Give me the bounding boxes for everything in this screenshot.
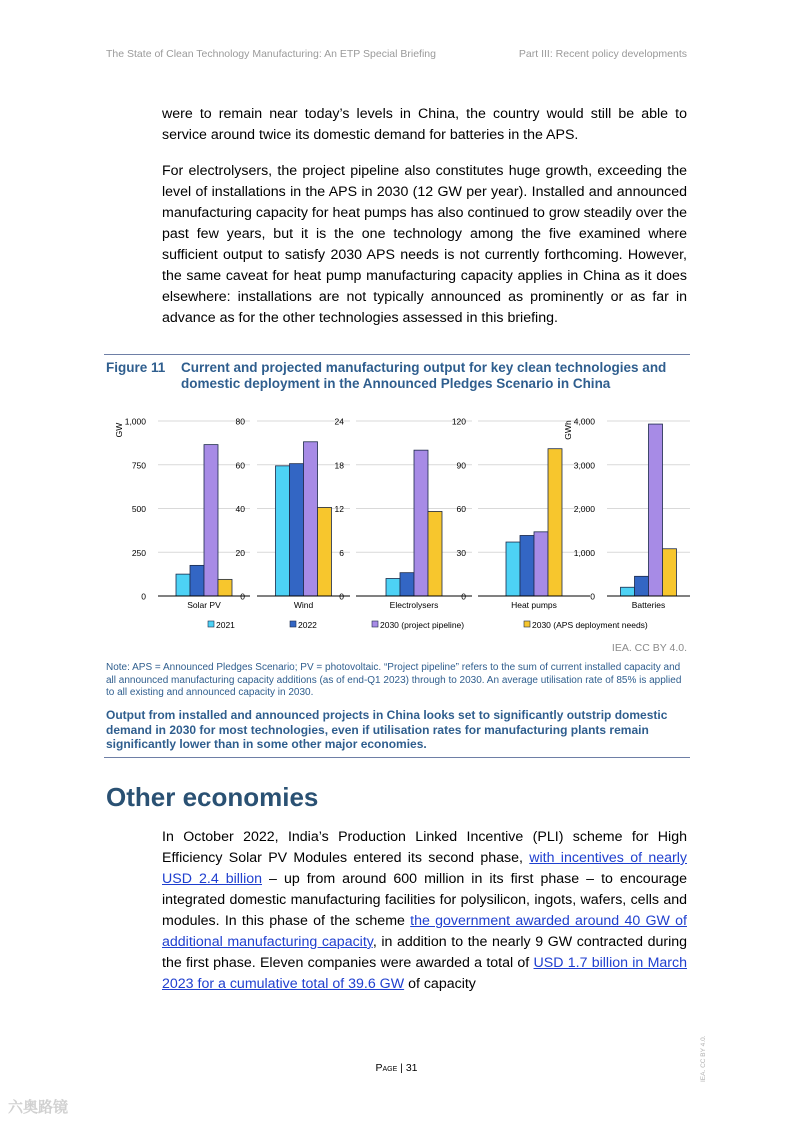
legend-swatch xyxy=(290,621,296,627)
y-tick-label: 60 xyxy=(235,460,245,471)
y-tick-label: 250 xyxy=(131,547,146,558)
bar xyxy=(663,549,677,596)
figure-label: Figure 11 xyxy=(106,360,166,375)
bar xyxy=(318,507,332,596)
bar xyxy=(548,449,562,596)
running-header-title: The State of Clean Technology Manufacturing: An ETP Special Briefing xyxy=(106,48,436,60)
side-license-text: IEA. CC BY 4.0. xyxy=(700,1035,707,1082)
bar xyxy=(190,565,204,596)
bar xyxy=(218,579,232,596)
section-text-4: of capacity xyxy=(408,976,476,992)
bar xyxy=(176,574,190,596)
figure-top-rule xyxy=(104,354,690,355)
legend-swatch xyxy=(524,621,530,627)
y-tick-label: 500 xyxy=(131,504,146,514)
bar xyxy=(534,532,548,596)
bar xyxy=(635,576,649,596)
legend-label: 2021 xyxy=(216,620,235,630)
legend-swatch xyxy=(372,621,378,627)
figure-credit: IEA. CC BY 4.0. xyxy=(611,642,687,654)
category-label: Heat pumps xyxy=(511,600,557,610)
y-tick-label: 1,000 xyxy=(124,416,146,427)
link-march-2023[interactable]: USD 1.7 billion in March 2023 for a cumulative total of 39.6 GW xyxy=(162,955,687,992)
y-tick-label: 6 xyxy=(339,547,344,558)
y-tick-label: 4,000 xyxy=(573,416,595,427)
y-tick-label: 40 xyxy=(235,504,245,514)
bar xyxy=(400,573,414,596)
bar xyxy=(649,424,663,596)
y-tick-label: 120 xyxy=(451,416,466,427)
category-label: Batteries xyxy=(631,600,666,610)
page-label: Page xyxy=(375,1062,398,1074)
figure-takeaway: Output from installed and announced projects in China looks set to significantly outstrip domestic demand in 2030 for most technologies, even if utilisation rates for manufacturing plants remain significantly lower than in some other major economies. xyxy=(106,708,668,751)
legend-swatch xyxy=(208,621,214,627)
body-paragraph-2: For electrolysers, the project pipeline also constitutes huge growth, exceeding the level of installations in the APS in 2030 (12 GW per year). Installed and announced manufacturing capacity for heat pumps has also continued to grow steadily over the past few years, but it is the one technology among the five examined where sufficient output to satisfy 2030 APS needs is not currently forthcoming. However, the same caveat for heat pump manufacturing capacity applies in China as it does elsewhere: installations are not typically announced as prominently or as far in advance as for the other technologies assessed in this briefing. xyxy=(162,163,687,326)
bar xyxy=(520,535,534,596)
section-text-3: , in addition to the nearly 9 GW contracted during the first phase. Eleven companies were awarded a total of xyxy=(162,934,688,971)
bar xyxy=(276,466,290,596)
y-tick-label: 0 xyxy=(339,591,344,602)
watermark-logo: 六奥路镜 xyxy=(8,1099,69,1116)
y-tick-label: 2,000 xyxy=(573,504,595,514)
bar xyxy=(204,445,218,596)
y-tick-label: 24 xyxy=(334,416,344,427)
figure-chart xyxy=(100,410,700,638)
figure-bottom-rule xyxy=(104,757,690,758)
link-awarded-capacity[interactable]: the government awarded around 40 GW of additional manufacturing capacity xyxy=(162,913,687,950)
y-tick-label: 80 xyxy=(235,416,245,427)
bar xyxy=(621,587,635,596)
running-header-section: Part III: Recent policy developments xyxy=(518,48,687,60)
category-label: Wind xyxy=(293,600,314,610)
legend-label: 2030 (APS deployment needs) xyxy=(532,620,648,630)
y-tick-label: 18 xyxy=(334,460,344,471)
y-tick-label: 3,000 xyxy=(573,460,595,471)
category-label: Electrolysers xyxy=(389,600,439,610)
section-text-1: In October 2022, India’s Production Linked Incentive (PLI) scheme for High Efficiency Solar PV Modules entered its second phase, xyxy=(162,829,687,866)
figure-title: Current and projected manufacturing output for key clean technologies and domestic deployment in the Announced Pledges Scenario in China xyxy=(181,360,667,391)
y-tick-label: 90 xyxy=(456,460,466,471)
section-text-2: – up from around 600 million in its first phase – to encourage integrated domestic manufacturing facilities for polysilicon, ingots, wafers, cells and modules. In this phase of the scheme xyxy=(162,871,687,929)
link-incentives[interactable]: with incentives of nearly USD 2.4 billion xyxy=(162,850,687,887)
y-tick-label: 20 xyxy=(235,547,245,558)
y-tick-label: 30 xyxy=(456,547,466,558)
y-tick-label: 0 xyxy=(240,591,245,602)
figure-note: Note: APS = Announced Pledges Scenario; PV = photovoltaic. “Project pipeline” refers to the sum of current installed capacity and all announced manufacturing capacity additions (as of end-Q1 2023) through to 2030. An average utilisation rate of 85% is applied to all existing and announced capacity in 2030. xyxy=(106,662,682,698)
bar xyxy=(414,450,428,596)
section-heading: Other economies xyxy=(106,782,319,812)
y-tick-label: 12 xyxy=(334,504,344,514)
category-label: Solar PV xyxy=(187,600,221,610)
bar xyxy=(428,511,442,596)
legend-label: 2022 xyxy=(298,620,317,630)
y-tick-label: 0 xyxy=(590,591,595,602)
bar xyxy=(290,464,304,596)
section-paragraph xyxy=(162,827,687,995)
y-axis-unit-label: GW xyxy=(114,422,124,438)
legend-label: 2030 (project pipeline) xyxy=(380,620,465,630)
bar xyxy=(506,542,520,596)
y-tick-label: 0 xyxy=(141,591,146,602)
y-tick-label: 60 xyxy=(456,504,466,514)
y-tick-label: 1,000 xyxy=(573,547,595,558)
y-tick-label: 750 xyxy=(131,460,146,471)
page-number: 31 xyxy=(405,1062,418,1074)
bar xyxy=(304,442,318,596)
y-tick-label: 0 xyxy=(461,591,466,602)
page-footer: Page | 31 xyxy=(375,1062,418,1074)
y-axis-unit-label: GWh xyxy=(563,420,573,440)
body-paragraph-1: were to remain near today’s levels in China, the country would still be able to service around twice its domestic demand for batteries in the APS. xyxy=(162,106,687,143)
bar xyxy=(386,579,400,597)
